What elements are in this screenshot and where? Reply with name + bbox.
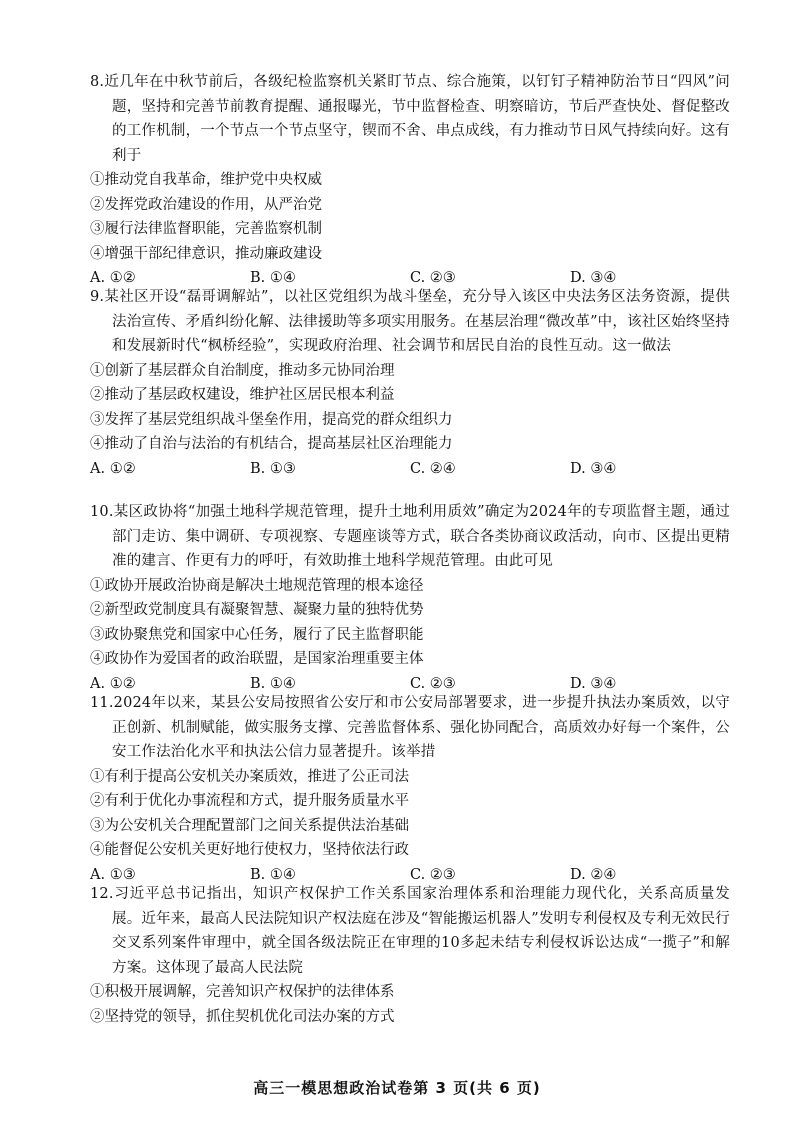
answer-choices [90, 457, 730, 482]
choice-c: C. ②③ [410, 866, 456, 883]
option-statement: ①推动党自我革命，维护党中央权威 [90, 172, 322, 188]
choice-d: D. ③④ [570, 675, 617, 692]
choice-d: D. ③④ [570, 270, 617, 286]
choice-b: B. ①④ [250, 270, 296, 286]
choice-c: C. ②④ [410, 460, 456, 477]
option-statement: ④增强干部纪律意识，推动廉政建设 [90, 245, 322, 262]
question-stem: 10.某区政协将“加强土地科学规范管理，提升土地利用质效”确定为2024年的专项监督主题，通过部门走访、集中调研、专项视察、专题座谈等方式，联合各类协商议政活动，向市、区提出更精准的建言、作更有力的呼吁，有效助推土地科学规范管理。由此可见 [90, 504, 730, 569]
page-footer: 高三一模思想政治试卷第 3 页(共 6 页) [253, 1079, 541, 1097]
question-9 [90, 285, 730, 481]
choice-b: B. ①④ [250, 866, 296, 883]
choice-a: A. ①③ [90, 866, 136, 883]
choice-a: A. ①② [90, 460, 136, 477]
question-stem: 9.某社区开设“磊哥调解站”，以社区党组织为战斗堡垒，充分导入该区中央法务区法务资源，提供法治宣传、矛盾纠纷化解、法律援助等多项实用服务。在基层治理“微改革”中，该社区始终坚持和发展新时代“枫桥经验”，实现政府治理、社会调节和居民自治的良性互动。这一做法 [90, 289, 730, 354]
option-statement: ④能督促公安机关更好地行使权力，坚持依法行政 [90, 842, 409, 858]
question-11 [90, 691, 730, 887]
option-statement: ①有利于提高公安机关办案质效，推进了公正司法 [90, 768, 409, 785]
question-10 [90, 500, 730, 696]
choice-c: C. ②③ [410, 675, 456, 692]
option-statement: ③履行法律监督职能，完善监察机制 [90, 221, 322, 237]
question-stem: 8.近几年在中秋节前后，各级纪检监察机关紧盯节点、综合施策，以钉钉子精神防治节日“四风”问题，坚持和完善节前教育提醒、通报曝光，节中监督检查、明察暗访，节后严查快处、督促整改的工作机制，一个节点一个节点坚守，锲而不舍、串点成线，有力推动节日风气持续向好。这有利于 [90, 74, 730, 164]
option-statement: ③政协聚焦党和国家中心任务，履行了民主监督职能 [90, 626, 424, 643]
question-12 [90, 882, 730, 1029]
choice-c: C. ②③ [410, 270, 456, 286]
option-statement: ②坚持党的领导，抓住契机优化司法办案的方式 [90, 1008, 395, 1025]
question-stem: 12.习近平总书记指出，知识产权保护工作关系国家治理体系和治理能力现代化，关系高质量发展。近年来，最高人民法院知识产权法庭在涉及“智能搬运机器人”发明专利侵权及专利无效民行交叉系列案件审理中，就全国各级法院正在审理的10多起未结专利侵权诉讼达成“一揽子”和解方案。这体现了最高人民法院 [90, 886, 730, 976]
question-stem: 11.2024年以来，某县公安局按照省公安厅和市公安局部署要求，进一步提升执法办案质效，以守正创新、机制赋能，做实服务支撑、完善监督体系、强化协同配合，高质效办好每一个案件，公安工作法治化水平和执法公信力显著提升。该举措 [90, 695, 730, 760]
option-statement: ③为公安机关合理配置部门之间关系提供法治基础 [90, 817, 409, 834]
choice-d: D. ②④ [570, 866, 617, 883]
option-statement: ①创新了基层群众自治制度，推动多元协同治理 [90, 362, 395, 379]
option-statement: ④政协作为爱国者的政治联盟，是国家治理重要主体 [90, 651, 424, 667]
option-statement: ①政协开展政治协商是解决土地规范管理的根本途径 [90, 577, 424, 594]
option-statement: ④推动了自治与法治的有机结合，提高基层社区治理能力 [90, 436, 453, 452]
choice-d: D. ③④ [570, 460, 617, 477]
choice-a: A. ①② [90, 270, 136, 286]
option-statement: ②推动了基层政权建设，维护社区居民根本利益 [90, 387, 395, 403]
question-8 [90, 70, 730, 291]
option-statement: ③发挥了基层党组织战斗堡垒作用，提高党的群众组织力 [90, 411, 453, 428]
option-statement: ②新型政党制度具有凝聚智慧、凝聚力量的独特优势 [90, 602, 424, 618]
choice-b: B. ①③ [250, 460, 296, 477]
choice-a: A. ①② [90, 675, 136, 692]
option-statement: ②发挥党政治建设的作用，从严治党 [90, 196, 322, 213]
option-statement: ②有利于优化办事流程和方式，提升服务质量水平 [90, 793, 409, 809]
choice-b: B. ①④ [250, 675, 296, 692]
option-statement: ①积极开展调解，完善知识产权保护的法律体系 [90, 984, 395, 1000]
